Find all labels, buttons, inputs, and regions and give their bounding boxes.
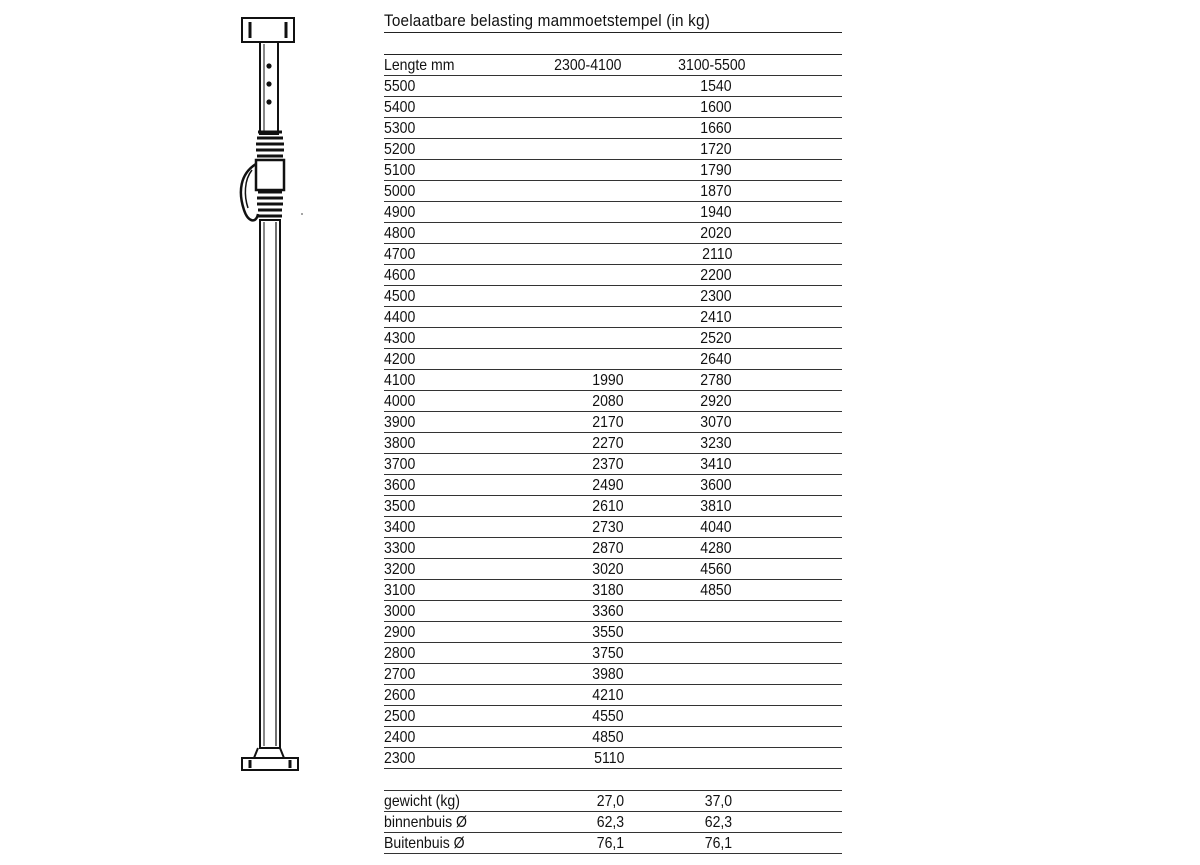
table-row-cell: 3550 <box>592 624 624 641</box>
table-row-cell: 1660 <box>700 120 732 137</box>
header-range-1: 2300-4100 <box>554 57 622 74</box>
table-row-cell: 3810 <box>700 498 732 515</box>
table-row <box>384 118 842 139</box>
spec-row-cell: 27,0 <box>596 793 624 810</box>
table-row-cell: 3230 <box>700 435 732 452</box>
table-row-cell: 2300 <box>700 288 732 305</box>
spec-row <box>384 791 842 812</box>
table-row-cell: 3750 <box>592 645 624 662</box>
table-row-cell: 4300 <box>384 330 416 347</box>
table-row-cell: 3600 <box>700 477 732 494</box>
table-row-cell: 2700 <box>384 666 416 683</box>
table-row <box>384 286 842 307</box>
table-row-cell: 5500 <box>384 78 416 95</box>
table-row-cell: 3800 <box>384 435 416 452</box>
table-row <box>384 97 842 118</box>
table-row-cell: 4550 <box>592 708 624 725</box>
table-row-cell: 4500 <box>384 288 416 305</box>
table-row <box>384 328 842 349</box>
table-row-cell: 2170 <box>592 414 624 431</box>
table-row <box>384 265 842 286</box>
table-row <box>384 727 842 748</box>
header-range-2: 3100-5500 <box>678 57 746 74</box>
table-row-cell: 3100 <box>384 582 416 599</box>
table-row <box>384 139 842 160</box>
table-row <box>384 475 842 496</box>
specs-section <box>384 791 842 854</box>
table-row <box>384 76 842 97</box>
table-row-cell: 4200 <box>384 351 416 368</box>
table-title: Toelaatbare belasting mammoetstempel (in kg) <box>384 11 710 30</box>
table-row-cell: 3200 <box>384 561 416 578</box>
table-row <box>384 622 842 643</box>
spec-row <box>384 812 842 833</box>
table-row <box>384 160 842 181</box>
table-row-cell: 1790 <box>700 162 732 179</box>
table-row-cell: 1990 <box>592 372 624 389</box>
table-row-cell: 3360 <box>592 603 624 620</box>
spec-row-cell: binnenbuis Ø <box>384 814 467 831</box>
header-length: Lengte mm <box>384 57 455 74</box>
table-row <box>384 223 842 244</box>
table-row <box>384 748 842 769</box>
table-row <box>384 307 842 328</box>
table-row <box>384 412 842 433</box>
table-row-cell: 3600 <box>384 477 416 494</box>
table-row-cell: 2920 <box>700 393 732 410</box>
table-row-cell: 1540 <box>700 78 732 95</box>
table-row <box>384 454 842 475</box>
table-row <box>384 664 842 685</box>
table-body <box>384 76 842 769</box>
spec-row <box>384 833 842 854</box>
table-row <box>384 685 842 706</box>
table-row <box>384 538 842 559</box>
table-row-cell: 2640 <box>700 351 732 368</box>
table-row-cell: 2400 <box>384 729 416 746</box>
table-row-cell: 2730 <box>592 519 624 536</box>
table-row-cell: 2370 <box>592 456 624 473</box>
table-row <box>384 706 842 727</box>
table-row <box>384 517 842 538</box>
table-row <box>384 496 842 517</box>
table-row-cell: 1870 <box>700 183 732 200</box>
table-row-cell: 2500 <box>384 708 416 725</box>
spec-row-cell: 62,3 <box>704 814 732 831</box>
table-row <box>384 580 842 601</box>
table-row-cell: 5110 <box>593 750 624 767</box>
table-row <box>384 349 842 370</box>
table-row-cell: 2080 <box>592 393 624 410</box>
spec-row-cell: 76,1 <box>596 835 624 852</box>
table-row-cell: 2200 <box>700 267 732 284</box>
table-row-cell: 5400 <box>384 99 416 116</box>
table-row-cell: 1720 <box>700 141 732 158</box>
steel-prop-icon <box>236 14 306 774</box>
table-row-cell: 2490 <box>592 477 624 494</box>
table-row <box>384 433 842 454</box>
table-row-cell: 4700 <box>384 246 416 263</box>
table-row-cell: 4000 <box>384 393 416 410</box>
table-row-cell: 5200 <box>384 141 416 158</box>
table-row-cell: 2900 <box>384 624 416 641</box>
table-row-cell: 5300 <box>384 120 416 137</box>
table-row-cell: 4900 <box>384 204 416 221</box>
table-row-cell: 2800 <box>384 645 416 662</box>
table-row-cell: 3980 <box>592 666 624 683</box>
spec-row-cell: 37,0 <box>704 793 732 810</box>
table-row <box>384 601 842 622</box>
table-row-cell: 2870 <box>592 540 624 557</box>
table-row <box>384 559 842 580</box>
load-table <box>384 10 842 854</box>
table-row-cell: 4210 <box>592 687 624 704</box>
table-row <box>384 643 842 664</box>
table-row-cell: 4850 <box>700 582 732 599</box>
spec-row-cell: gewicht (kg) <box>384 793 460 810</box>
table-row-cell: 4400 <box>384 309 416 326</box>
table-row <box>384 244 842 265</box>
table-row-cell: 4850 <box>592 729 624 746</box>
table-row-cell: 1940 <box>700 204 732 221</box>
table-row-cell: 2110 <box>701 246 732 263</box>
table-row-cell: 2610 <box>592 498 624 515</box>
spec-row-cell: 62,3 <box>596 814 624 831</box>
table-row-cell: 4800 <box>384 225 416 242</box>
table-row-cell: 2020 <box>700 225 732 242</box>
table-row-cell: 4040 <box>700 519 732 536</box>
table-row-cell: 4600 <box>384 267 416 284</box>
table-row-cell: 2270 <box>592 435 624 452</box>
table-row-cell: 4280 <box>700 540 732 557</box>
table-row-cell: 5100 <box>384 162 416 179</box>
table-header-row <box>384 55 842 76</box>
spec-row-cell: Buitenbuis Ø <box>384 835 465 852</box>
table-row-cell: 3400 <box>384 519 416 536</box>
table-row <box>384 202 842 223</box>
table-row-cell: 1600 <box>700 99 732 116</box>
table-row-cell: 2410 <box>700 309 732 326</box>
table-row-cell: 4100 <box>384 372 416 389</box>
table-row-cell: 3900 <box>384 414 416 431</box>
table-row <box>384 181 842 202</box>
spec-row-cell: 76,1 <box>704 835 732 852</box>
table-row-cell: 3410 <box>700 456 732 473</box>
table-row-cell: 5000 <box>384 183 416 200</box>
table-row <box>384 370 842 391</box>
table-row-cell: 2520 <box>700 330 732 347</box>
table-row-cell: 3180 <box>592 582 624 599</box>
table-row-cell: 3000 <box>384 603 416 620</box>
table-row-cell: 3070 <box>700 414 732 431</box>
table-row-cell: 2300 <box>384 750 416 767</box>
table-row-cell: 3020 <box>592 561 624 578</box>
table-row-cell: 3300 <box>384 540 416 557</box>
table-row-cell: 3500 <box>384 498 416 515</box>
table-row-cell: 4560 <box>700 561 732 578</box>
table-row-cell: 2780 <box>700 372 732 389</box>
table-row-cell: 2600 <box>384 687 416 704</box>
table-row-cell: 3700 <box>384 456 416 473</box>
section-divider <box>384 769 842 791</box>
table-row <box>384 391 842 412</box>
